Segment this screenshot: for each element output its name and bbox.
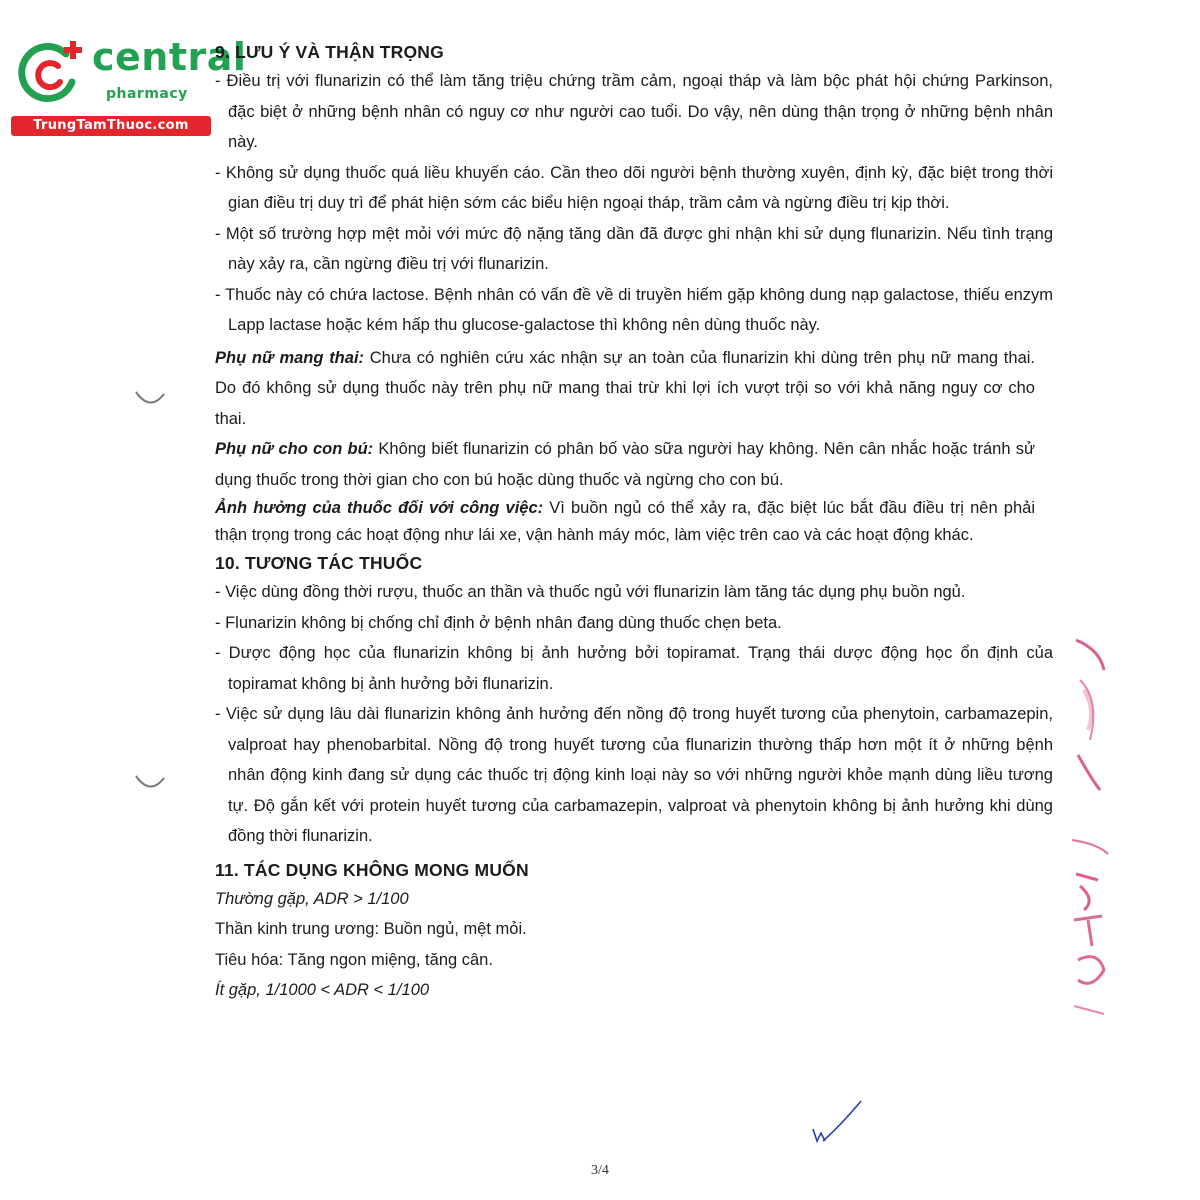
- section-10-title: 10. TƯƠNG TÁC THUỐC: [215, 553, 423, 573]
- nursing-label: Phụ nữ cho con bú:: [215, 440, 374, 458]
- section-9-item: - Điều trị với flunarizin có thể làm tăng triệu chứng trầm cảm, ngoại tháp và làm bộc phát hội chứng Parkinson, đặc biệt ở những bệnh nhân có nguy cơ như người cao tuổi. Do vậy, nên dùng thận trọng ở những bệnh nhân này.: [215, 72, 1053, 151]
- central-pharmacy-logo: [8, 35, 247, 136]
- gi-effects: Tiêu hóa: Tăng ngon miệng, tăng cân.: [215, 950, 493, 969]
- page-number: 3/4: [591, 1163, 609, 1178]
- work-effect-text: Vì buồn ngủ có thể xảy ra, đặc biệt lúc bắt đầu điều trị nên phải thận trọng trong các hoạt động như lái xe, vận hành máy móc, làm việc trên cao và các hoạt động khác.: [215, 499, 1035, 544]
- document-body: [215, 38, 1053, 1006]
- section-10-item: - Flunarizin không bị chống chỉ định ở bệnh nhân đang dùng thuốc chẹn beta.: [215, 613, 782, 632]
- section-9-item: - Thuốc này có chứa lactose. Bệnh nhân có vấn đề về di truyền hiếm gặp không dung nạp galactose, thiếu enzym Lapp lactase hoặc kém hấp thu glucose-galactose thì không nên dùng thuốc này.: [215, 285, 1053, 334]
- cns-effects: Thần kinh trung ương: Buồn ngủ, mệt mỏi.: [215, 920, 527, 938]
- logo-sub-text: pharmacy: [106, 86, 188, 102]
- nursing-paragraph: [215, 434, 1035, 495]
- section-9-item: - Không sử dụng thuốc quá liều khuyến cáo. Cần theo dõi người bệnh thường xuyên, định kỳ, đặc biệt trong thời gian điều trị duy trì để phát hiện sớm các biểu hiện ngoại tháp, trầm cảm và ngừng điều trị kịp thời.: [215, 163, 1053, 212]
- uncommon-adr-label: Ít gặp, 1/1000 < ADR < 1/100: [215, 981, 430, 999]
- red-stamp-fragment: [1068, 830, 1110, 1020]
- section-10-item: - Việc dùng đồng thời rượu, thuốc an thần và thuốc ngủ với flunarizin làm tăng tác dụng phụ buồn ngủ.: [215, 583, 966, 601]
- pharmacy-logo-icon: [14, 38, 86, 110]
- handwritten-initial-mark: [805, 1095, 865, 1150]
- section-9-item: - Một số trường hợp mệt mỏi với mức độ nặng tăng dần đã được ghi nhận khi sử dụng flunarizin. Nếu tình trạng này xảy ra, cần ngừng điều trị với flunarizin.: [215, 224, 1053, 273]
- work-effect-label: Ảnh hưởng của thuốc đối với công việc:: [215, 499, 544, 517]
- section-10-item: - Dược động học của flunarizin không bị ảnh hưởng bởi topiramat. Trạng thái dược động học ổn định của topiramat không bị ảnh hưởng bởi flunarizin.: [215, 644, 1053, 693]
- section-9-title: 9. LƯU Ý VÀ THẬN TRỌNG: [215, 42, 444, 62]
- logo-brand-text: central: [92, 35, 247, 79]
- punch-hole-mark: [132, 772, 168, 796]
- common-adr-label: Thường gặp, ADR > 1/100: [215, 889, 409, 908]
- logo-site-banner: TrungTamThuoc.com: [11, 116, 211, 136]
- pregnancy-paragraph: [215, 343, 1035, 435]
- nursing-text: Không biết flunarizin có phân bố vào sữa người hay không. Nên cân nhắc hoặc tránh sử dụng thuốc trong thời gian cho con bú hoặc dùng thuốc và ngừng cho con bú.: [215, 440, 1036, 489]
- pregnancy-text: Chưa có nghiên cứu xác nhận sự an toàn của flunarizin khi dùng trên phụ nữ mang thai. Do đó không sử dụng thuốc này trên phụ nữ mang thai trừ khi lợi ích vượt trội so với khả năng nguy cơ cho thai.: [215, 348, 1035, 428]
- work-effect-paragraph: [215, 495, 1035, 549]
- section-10-item: - Việc sử dụng lâu dài flunarizin không ảnh hưởng đến nồng độ trong huyết tương của phenytoin, carbamazepin, valproat hay phenobarbital. Nồng độ trong huyết tương của flunarizin thường thấp hơn một ít ở những bệnh nhân động kinh đang sử dụng các thuốc trị động kinh loại này so với những người khỏe mạnh dùng liều tương tự. Độ gắn kết với protein huyết tương của carbamazepin, valproat và phenytoin không bị ảnh hưởng khi dùng đồng thời flunarizin.: [215, 705, 1053, 845]
- red-stamp-fragment: [1070, 630, 1110, 800]
- pregnancy-label: Phụ nữ mang thai:: [215, 348, 365, 367]
- section-11-title: 11. TÁC DỤNG KHÔNG MONG MUỐN: [215, 859, 529, 880]
- punch-hole-mark: [132, 388, 168, 412]
